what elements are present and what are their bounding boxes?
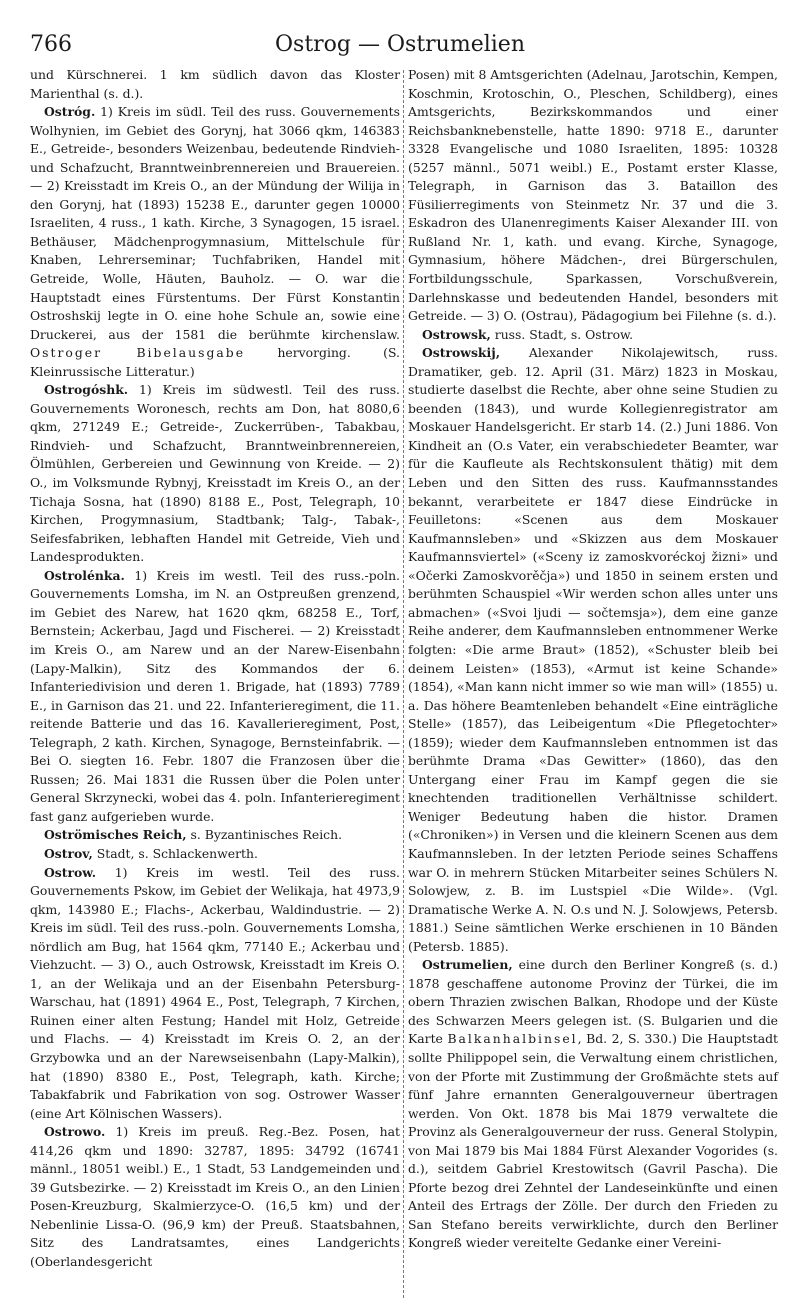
entry-paragraph bbox=[30, 66, 400, 103]
entry-text: Stadt, s. Schlackenwerth. bbox=[92, 845, 258, 861]
entry-paragraph bbox=[30, 864, 400, 1124]
page-header bbox=[30, 32, 770, 62]
entry-text: s. Byzantinisches Reich. bbox=[186, 827, 343, 843]
entry-paragraph bbox=[30, 1123, 400, 1271]
entry-paragraph bbox=[30, 103, 400, 381]
entry-headword: Ostrolénka. bbox=[44, 567, 125, 583]
entry-text: und Kürschnerei. 1 km südlich davon das Kloster Marienthal (s. d.). bbox=[30, 67, 400, 101]
entry-text: Alexander Nikolajewitsch, russ. Dramatiker, geb. 12. April (31. März) 1823 in Moskau, studierte daselbst die Rechte, aber ohne seine Studien zu beenden (1843), und wurde Kollegienregistrator am Moskauer Handelsgericht. Er starb 14. (2.) Juni 1886. Von Kindheit an (O.s Vater, ein verabschiedeter Beamter, war für die Kaufleute als Rechtskonsulent thätig) mit dem Leben und den Sitten des russ. Kaufmannsstandes bekannt, verarbeitete er 1847 diese Eindrücke in Feuilletons: «Scenen aus dem Moskauer Kaufmannsleben» und «Skizzen aus dem Moskauer Kaufmannsviertel» («Sceny iz zamoskvoréckoj žizni» und «Očerki Zamoskvorěčja») und 1850 in seinem ersten und berühmten Schauspiel «Wir werden schon alles unter uns abmachen» («Svoi ljudi — sočtemsja»), dem eine ganze Reihe anderer, dem Kaufmannsleben entnommener Werke folgten: «Die arme Braut» (1852), «Schuster bleib bei deinem Leisten» (1853), «Armut ist keine Schande» (1854), «Man kann nicht immer so wie man will» (1855) u. a. Das höhere Beamtenleben behandelt «Eine einträgliche Stelle» (1857), das Leibeigentum «Die Pflegetochter» (1859); wieder dem Kaufmannsleben entnommen ist das berühmte Drama «Das Gewitter» (1860), das den Untergang einer Frau im Kampf gegen die sie knechtenden traditionellen Verhältnisse schildert. Weniger Bedeutung haben die histor. Dramen («Chroniken») in Versen und die kleinern Scenen aus dem Kaufmannsleben. In der letzten Periode seines Schaffens war O. in mehrern Stücken Mitarbeiter seines Schülers N. Solowjew, z. B. im Lustspiel «Die Wilde». (Vgl. Dramatische Werke A. N. O.s und N. J. Solowjews, Petersb. 1881.) Seine sämtlichen Werke erschienen in 10 Bänden (Petersb. 1885). bbox=[408, 345, 778, 954]
entry-headword: Ostrowo. bbox=[44, 1124, 106, 1140]
entry-headword: Ostróg. bbox=[44, 104, 96, 120]
entry-headword: Ostrowsk, bbox=[422, 326, 491, 342]
entry-text: 1) Kreis im südl. Teil des russ. Gouvernements Wolhynien, im Gebiet des Gorynj, hat 3066 qkm, 146383 E., Getreide-, besonders Weizenbau, bedeutende Rindvieh- und Schafzucht, Branntweinbrennereien und Brauereien. — 2) Kreisstadt im Kreis O., an der Mündung der Wilija in den Gorynj, hat (1893) 15238 E., darunter gegen 10000 Israeliten, 4 russ., 1 kath. Kirche, 3 Synagogen, 15 israel. Bethäuser, Mädchenprogymnasium, Mittelschule für Knaben, Lehrerseminar; Tuchfabriken, Handel mit Getreide, Wolle, Häuten, Bauholz. — O. war die Hauptstadt eines Fürstentums. Der Fürst Konstantin Ostroshskij legte in O. eine hohe Schule an, sowie eine Druckerei, aus der 1581 die berühmte kirchenslaw. bbox=[30, 104, 400, 342]
entry-text: 1) Kreis im westl. Teil des russ. Gouvernements Pskow, im Gebiet der Welikaja, hat 4973,9 qkm, 143980 E.; Flachs-, Ackerbau, Waldindustrie. — 2) Kreis im südl. Teil des russ.-poln. Gouvernements Lomsha, nördlich am Bug, hat 1564 qkm, 77140 E.; Ackerbau und Viehzucht. — 3) O., auch Ostrowsk, Kreisstadt im Kreis O. 1, an der Welikaja und an der Eisenbahn Petersburg-Warschau, hat (1891) 4964 E., Post, Telegraph, 7 Kirchen, Ruinen einer alten Festung; Handel mit Holz, Getreide und Flachs. — 4) Kreisstadt im Kreis O. 2, an der Grzybowka und an der Narewseisenbahn (Lapy-Malkin), hat (1890) 8380 E., Post, Telegraph, kath. Kirche; Tabakfabrik und Fabrikation von sog. Ostrower Wasser (eine Art Kölnischen Wassers). bbox=[30, 864, 400, 1121]
entry-text: Balkanhalbinsel bbox=[447, 1031, 578, 1047]
entry-text: Ostroger Bibelausgabe bbox=[30, 345, 246, 361]
column-divider bbox=[403, 70, 404, 1298]
entry-text: , Bd. 2, S. 330.) Die Hauptstadt sollte Philippopel sein, die Verwaltung einem christlichen, von der Pforte mit Zustimmung der Großmächte stets auf fünf Jahre ernannten Generalgouverneur übertragen werden. Von Okt. 1878 bis Mai 1879 verwaltete die Provinz als Generalgouverneur der russ. General Stolypin, von Mai 1879 bis Mai 1884 Fürst Alexander Vogorides (s. d.), seitdem Gabriel Krestowitsch (Gavril Pascha). Die Pforte bezog drei Zehntel der Landeseinkünfte und einen Anteil des Ertrags der Zölle. Der durch den Frieden zu San Stefano bereits verwirklichte, durch den Berliner Kongreß wieder vereitelte Gedanke einer Vereini- bbox=[408, 1031, 778, 1251]
entry-paragraph bbox=[30, 826, 400, 845]
entry-paragraph bbox=[408, 66, 778, 326]
entry-headword: Ostrogóshk. bbox=[44, 382, 129, 398]
entry-paragraph bbox=[30, 567, 400, 827]
entry-headword: Ostrowskij, bbox=[422, 345, 501, 361]
entry-headword: Ostrov, bbox=[44, 845, 93, 861]
entry-paragraph bbox=[408, 326, 778, 345]
entry-paragraph bbox=[30, 845, 400, 864]
running-title: Ostrog — Ostrumelien bbox=[275, 32, 525, 57]
entry-text: eine durch den Berliner Kongreß (s. d.) 1878 geschaffene autonome Provinz der Türkei, die im obern Thrazien zwischen Balkan, Rhodope und der Küste des Schwarzen Meers gelegen ist. (S. Bulgarien und die Karte bbox=[408, 957, 778, 1047]
entry-text: russ. Stadt, s. Ostrow. bbox=[490, 326, 634, 342]
entry-paragraph bbox=[408, 956, 778, 1253]
entry-paragraph bbox=[408, 344, 778, 956]
left-column bbox=[30, 66, 400, 1272]
page-number: 766 bbox=[30, 32, 72, 57]
entry-text: Posen) mit 8 Amtsgerichten (Adelnau, Jarotschin, Kempen, Koschmin, Krotoschin, O., Pleschen, Schildberg), eines Amtsgerichts, Bezirkskommandos und einer Reichsbanknebenstelle, hatte 1890: 9718 E., darunter 3328 Evangelische und 1080 Israeliten, 1895: 10328 (5257 männl., 5071 weibl.) E., Postamt erster Klasse, Telegraph, in Garnison das 3. Bataillon des Füsilierregiments von Steinmetz Nr. 37 und die 3. Eskadron des Ulanenregiments Kaiser Alexander III. von Rußland Nr. 1, kath. und evang. Kirche, Synagoge, Gymnasium, höhere Mädchen-, drei Bürgerschulen, Fortbildungsschule, Sparkassen, Vorschußverein, Darlehnskasse und bedeutenden Handel, besonders mit Getreide. — 3) O. (Ostrau), Pädagogium bei Filehne (s. d.). bbox=[408, 67, 778, 324]
entry-text: hervorging. (S. Kleinrussische Litteratur.) bbox=[30, 345, 400, 379]
entry-headword: Ostrumelien, bbox=[422, 957, 513, 973]
entry-headword: Oströmisches Reich, bbox=[44, 827, 187, 843]
entry-text: 1) Kreis im preuß. Reg.-Bez. Posen, hat 414,26 qkm und 1890: 32787, 1895: 34792 (16741 männl., 18051 weibl.) E., 1 Stadt, 53 Landgemeinden und 39 Gutsbezirke. — 2) Kreisstadt im Kreis O., an den Linien Posen-Kreuzburg, Skalmierzyce-O. (16,5 km) und der Nebenlinie Lissa-O. (96,9 km) der Preuß. Staatsbahnen, Sitz des Landratsamtes, eines Landgerichts (Oberlandesgericht bbox=[30, 1124, 400, 1269]
entry-text: 1) Kreis im westl. Teil des russ.-poln. Gouvernements Lomsha, im N. an Ostpreußen grenzend, im Gebiet des Narew, hat 1620 qkm, 68258 E., Torf, Bernstein; Ackerbau, Jagd und Fischerei. — 2) Kreisstadt im Kreis O., am Narew und an der Narew-Eisenbahn (Lapy-Malkin), Sitz des Kommandos der 6. Infanteriedivision und deren 1. Brigade, hat (1893) 7789 E., in Garnison das 21. und 22. Infanterieregiment, die 11. reitende Batterie und das 16. Kavallerieregiment, Post, Telegraph, 2 kath. Kirchen, Synagoge, Bernsteinfabrik. — Bei O. siegten 16. Febr. 1807 die Franzosen über die Russen; 26. Mai 1831 die Russen über die Polen unter General Skrzynecki, wobei das 4. poln. Infanterieregiment fast ganz aufgerieben wurde. bbox=[30, 567, 400, 824]
right-column bbox=[408, 66, 778, 1253]
entry-text: 1) Kreis im südwestl. Teil des russ. Gouvernements Woronesch, rechts am Don, hat 8080,6 qkm, 271249 E.; Getreide-, Zuckerrüben-, Tabakbau, Rindvieh- und Schafzucht, Branntweinbrennereien, Ölmühlen, Gerbereien und Gewinnung von Kreide. — 2) O., im Volksmunde Rybnyj, Kreisstadt im Kreis O., an der Tichaja Sosna, hat (1890) 8188 E., Post, Telegraph, 10 Kirchen, Progymnasium, Stadtbank; Talg-, Tabak-, Seifesfabriken, lebhaften Handel mit Getreide, Vieh und Landesprodukten. bbox=[30, 382, 400, 565]
entry-headword: Ostrow. bbox=[44, 864, 97, 880]
entry-paragraph bbox=[30, 381, 400, 566]
